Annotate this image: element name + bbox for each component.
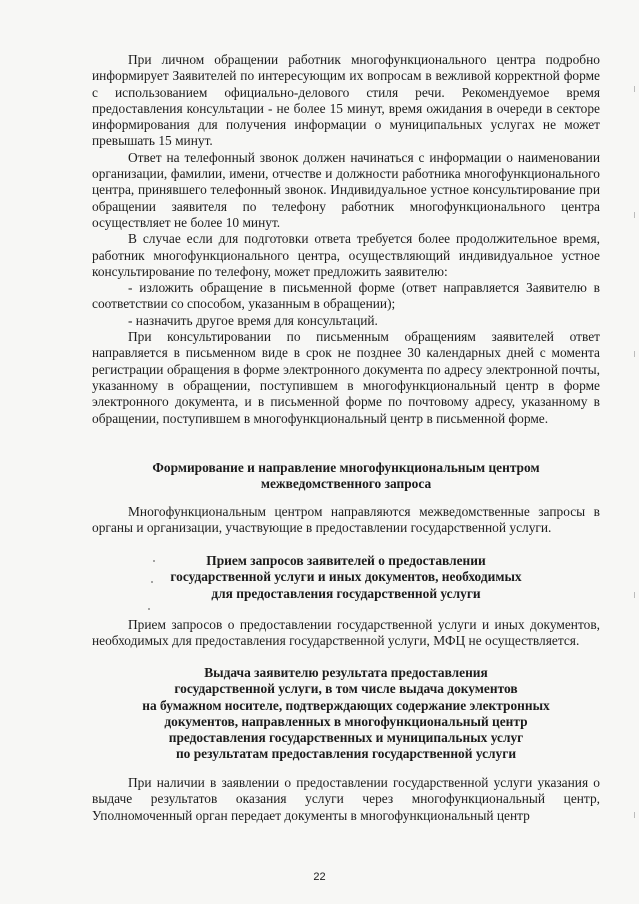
section-heading-result-issuance (92, 665, 600, 763)
heading-line: Прием запросов заявителей о предоставлении (206, 553, 486, 568)
heading-line: Выдача заявителю результата предоставления (204, 665, 488, 680)
paragraph: При консультировании по письменным обращениям заявителей ответ направляется в письменном виде в срок не позднее 30 календарных дней с момента регистрации обращения в форме электронного документа по адресу электронной почты, указанному в обращении, поступившем в многофункциональный центр в форме электронного документа, и в письменной форме по почтовому адресу, указанному в обращении, поступившем в многофункциональный центр в письменной форме. (92, 329, 600, 426)
paragraph: Многофункциональным центром направляются межведомственные запросы в органы и организации, участвующие в предоставлении государственной услуги. (92, 504, 600, 536)
scan-speck (148, 608, 150, 610)
heading-line: государственной услуги и иных документов, необходимых (170, 569, 522, 585)
scan-edge-mark (634, 812, 635, 818)
list-item: - изложить обращение в письменной форме (ответ направляется Заявителю в соответствии со способом, указанным в обращении); (92, 280, 600, 312)
paragraph: В случае если для подготовки ответа требуется более продолжительное время, работник многофункционального центра, осуществляющий индивидуальное устное консультирование по телефону, может предложить заявителю: (92, 231, 600, 279)
heading-line: документов, направленных в многофункциональный центр (164, 713, 528, 729)
paragraph: Прием запросов о предоставлении государственной услуги и иных документов, необходимых для предоставления государственной услуги, МФЦ не осуществляется. (92, 617, 600, 649)
heading-line: по результатам предоставления государственной услуги (175, 746, 517, 762)
scan-edge-mark (634, 86, 635, 92)
scan-edge-mark (634, 212, 635, 218)
consultation-rules-section (92, 52, 600, 427)
page-number: 22 (313, 871, 326, 883)
result-issuance-section (92, 775, 600, 824)
paragraph: При личном обращении работник многофункционального центра подробно информирует Заявителей по интересующим их вопросам в вежливой корректной форме с использованием официально-делового стиля речи. Рекомендуемое время предоставления консультации - не более 15 минут, время ожидания в очереди в секторе информирования для получения информации о муниципальных услугах не может превышать 15 минут. (92, 52, 600, 149)
section-heading-request-intake (92, 553, 600, 602)
scan-speck (151, 581, 153, 583)
heading-line: предоставления государственных и муниципальных услуг (168, 730, 524, 746)
scan-speck (153, 560, 155, 562)
interagency-requests-section (92, 504, 600, 537)
paragraph: При наличии в заявлении о предоставлении государственной услуги указания о выдаче результатов оказания услуги через многофункциональный центр, Уполномоченный орган передает документы в многофункциональный центр (92, 775, 600, 823)
heading-line: на бумажном носителе, подтверждающих содержание электронных (142, 697, 550, 713)
heading-line: межведомственного запроса (260, 476, 432, 492)
section-heading-interagency-requests (92, 460, 600, 493)
heading-line: для предоставления государственной услуги (211, 585, 481, 601)
paragraph: Ответ на телефонный звонок должен начинаться с информации о наименовании организации, фамилии, имени, отчестве и должности работника многофункционального центра, принявшего телефонный звонок. Индивидуальное устное консультирование при обращении заявителя по телефону работник многофункционального центра осуществляет не более 10 минут. (92, 149, 600, 230)
heading-line: Формирование и направление многофункциональным центром (152, 460, 540, 475)
request-intake-section (92, 617, 600, 650)
heading-line: государственной услуги, в том числе выдача документов (174, 681, 518, 697)
scan-edge-mark (634, 351, 635, 357)
scan-edge-mark (634, 592, 635, 598)
list-item: - назначить другое время для консультаций. (128, 312, 378, 328)
